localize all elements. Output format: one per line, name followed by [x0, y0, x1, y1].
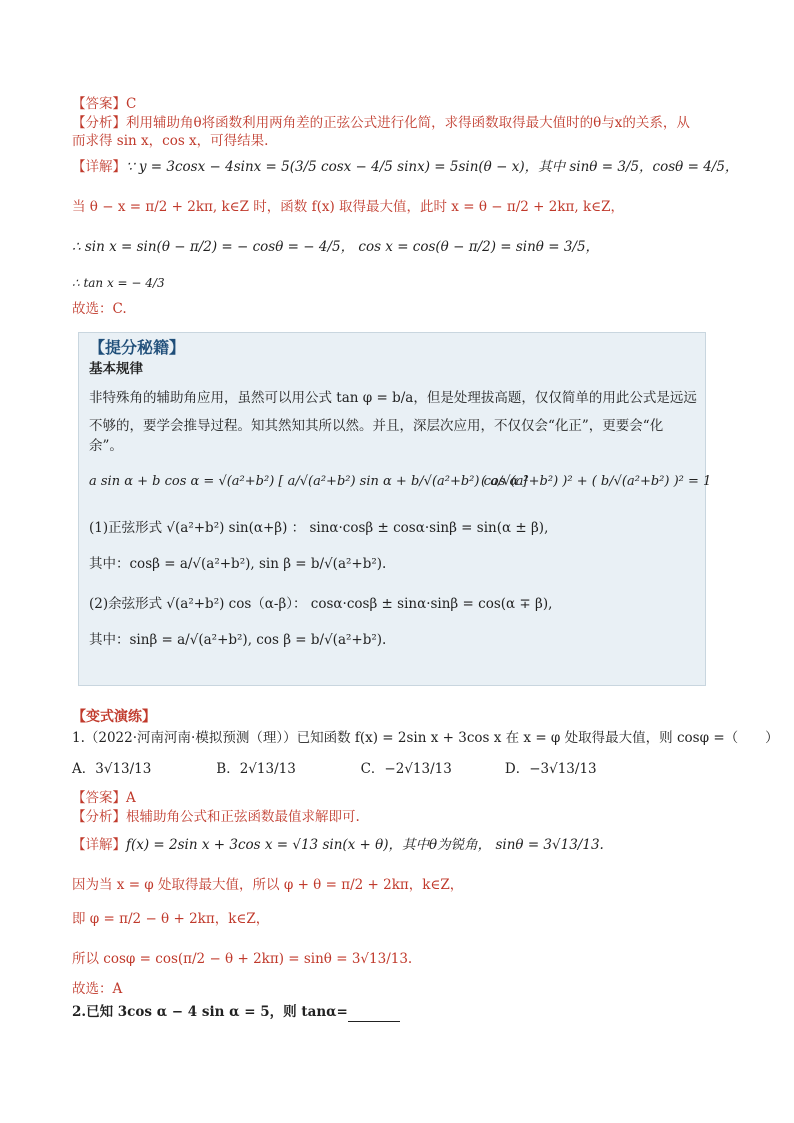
tips-cos-form: (2)余弦形式 √(a²+b²) cos（α-β）： cosα·cosβ ± sinα·sinβ = cos(α ∓ β),	[89, 596, 553, 612]
practice-analysis-tag: 【分析】	[72, 809, 126, 825]
answer-line	[72, 95, 136, 113]
practice-detail-formula-1: f(x) = 2sin x + 3cos x = √13 sin(x + θ)，其中θ为锐角， sinθ = 3√13/13.	[126, 837, 604, 853]
detail-formula-1: ∵ y = 3cosx − 4sinx = 5(3/5 cosx − 4/5 sinx) = 5sin(θ − x)，其中 sinθ = 3/5，cosθ = 4/5，	[126, 159, 739, 175]
practice-section-title: 【变式演练】	[72, 709, 156, 725]
detail-tag: 【详解】	[72, 159, 126, 175]
tips-cos-where: 其中：sinβ = a/√(a²+b²), cos β = b/√(a²+b²).	[89, 632, 387, 648]
practice-q1-stem: 1.（2022·河南河南·模拟预测（理））已知函数 f(x) = 2sin x + 3cos x 在 x = φ 处取得最大值，则 cosφ =（ ）	[72, 730, 779, 746]
analysis-text-1: 利用辅助角θ将函数利用两角差的正弦公式进行化简，求得函数取得最大值时的θ与x的关系，从	[126, 115, 690, 131]
detail-line-3: ∴ sin x = sin(θ − π/2) = − cosθ = − 4/5， cos x = cos(θ − π/2) = sinθ = 3/5，	[72, 239, 600, 255]
practice-conclusion-line	[72, 980, 122, 998]
practice-analysis-line	[72, 808, 360, 826]
conclusion-line: 故选：C.	[72, 301, 127, 317]
practice-detail-line-4: 所以 cosφ = cos(π/2 − θ + 2kπ) = sinθ = 3√13/13.	[72, 951, 413, 967]
answer-blank[interactable]	[348, 1003, 400, 1022]
detail-line-2: 当 θ − x = π/2 + 2kπ, k∈Z 时，函数 f(x) 取得最大值，此时 x = θ − π/2 + 2kπ, k∈Z，	[72, 199, 625, 215]
practice-answer-value: A	[126, 790, 136, 806]
tips-para-line-1: 非特殊角的辅助角应用，虽然可以用公式 tan φ = b/a，但是处理拔高题，仅仅简单的用此公式是远远	[89, 390, 697, 406]
practice-answer-tag: 【答案】	[72, 790, 126, 806]
detail-line-4: ∴ tan x = − 4/3	[72, 276, 165, 290]
answer-tag: 【答案】	[72, 96, 126, 112]
option-d[interactable]: D．−3√13/13	[504, 761, 597, 777]
practice-conclusion-value: A	[112, 981, 123, 997]
tips-sine-form: (1)正弦形式 √(a²+b²) sin(α+β) ： sinα·cosβ ± cosα·sinβ = sin(α ± β),	[89, 520, 549, 536]
detail-line-1	[72, 158, 738, 176]
tips-para-line-2: 不够的，要学会推导过程。知其然知其所以然。并且，深层次应用，不仅仅会“化正”，更要会“化	[89, 418, 664, 434]
analysis-line-1	[72, 114, 690, 132]
tips-subtitle: 基本规律	[89, 361, 143, 377]
analysis-tag: 【分析】	[72, 115, 126, 131]
practice-detail-line-1	[72, 836, 604, 854]
answer-value: C	[126, 96, 137, 112]
tips-box	[78, 332, 712, 686]
practice-q1-options	[72, 760, 645, 778]
tips-sine-where: 其中：cosβ = a/√(a²+b²), sin β = b/√(a²+b²).	[89, 556, 387, 572]
option-b[interactable]: B．2√13/13	[216, 761, 296, 777]
analysis-line-2: 而求得 sin x，cos x，可得结果.	[72, 133, 269, 149]
tips-formula-main: a sin α + b cos α = √(a²+b²) [ a/√(a²+b²) sin α + b/√(a²+b²) cos α ]	[89, 474, 528, 489]
practice-q2-stem: 2.已知 3cos α − 4 sin α = 5，则 tanα=	[72, 1004, 348, 1020]
tips-formula-identity: ( a/√(a²+b²) )² + ( b/√(a²+b²) )² = 1	[481, 474, 712, 489]
tips-title: 【提分秘籍】	[89, 338, 186, 357]
tips-para-line-3: 余”。	[89, 438, 123, 454]
option-c[interactable]: C．−2√13/13	[360, 761, 452, 777]
practice-detail-tag: 【详解】	[72, 837, 126, 853]
option-a[interactable]: A．3√13/13	[72, 761, 152, 777]
practice-detail-line-3: 即 φ = π/2 − θ + 2kπ，k∈Z，	[72, 911, 270, 927]
practice-conclusion-label: 故选：	[72, 981, 113, 997]
practice-answer-line	[72, 789, 136, 807]
practice-detail-line-2: 因为当 x = φ 处取得最大值，所以 φ + θ = π/2 + 2kπ，k∈Z，	[72, 877, 464, 893]
practice-q2-line	[72, 1003, 400, 1022]
practice-analysis-text: 根辅助角公式和正弦函数最值求解即可.	[126, 809, 360, 825]
